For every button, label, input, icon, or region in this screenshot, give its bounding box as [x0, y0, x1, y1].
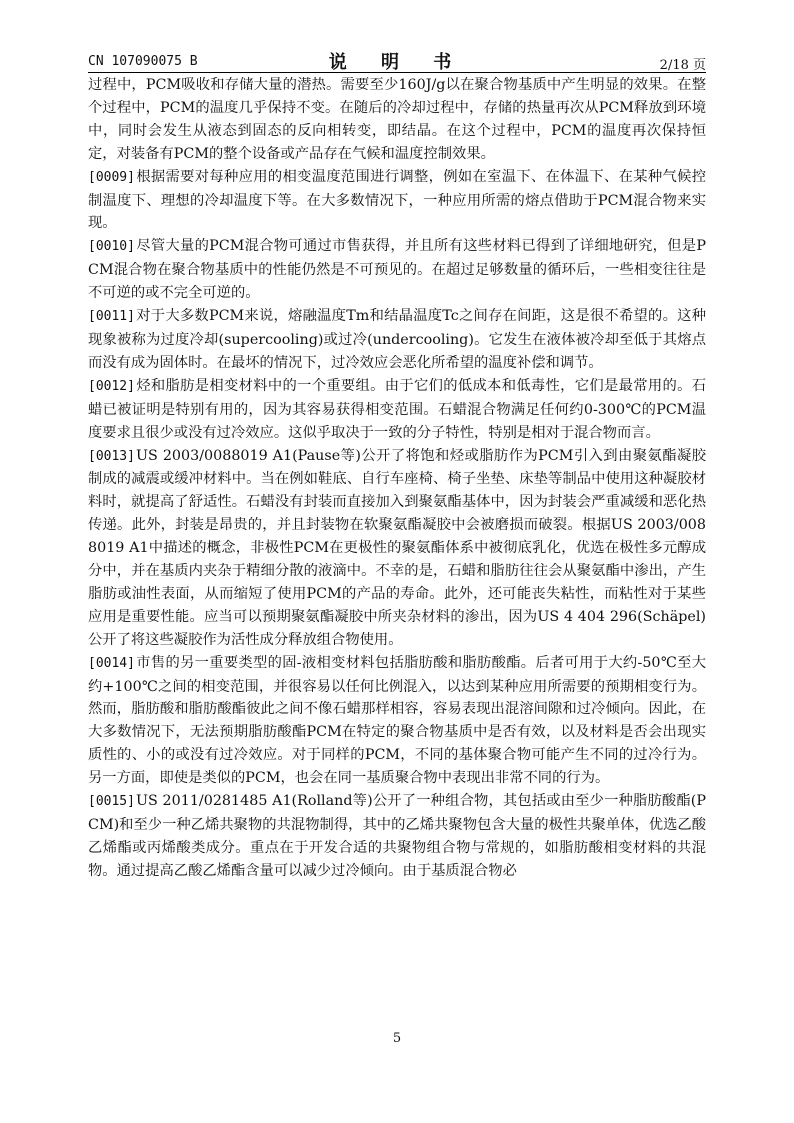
paragraph-text: 烃和脂肪是相变材料中的一个重要组。由于它们的低成本和低毒性，它们是最常用的。石蜡已被证明是特别有用的，因为其容易获得相变范围。石蜡混合物满足任何约0-300℃的PCM温度要求且很少或没有过冷效应。这似乎取决于一致的分子特性，特别是相对于混合物而言。: [88, 377, 706, 441]
paragraph: [88, 790, 706, 883]
paragraph-number: [0013]: [88, 448, 135, 464]
paragraph-text: 根据需要对每种应用的相变温度范围进行调整，例如在室温下、在体温下、在某种气候控制温度下、理想的冷却温度下等。在大多数情况下，一种应用所需的熔点借助于PCM混合物来实现。: [88, 168, 706, 232]
paragraph: [88, 235, 706, 305]
page-number: 5: [392, 1031, 402, 1046]
paragraph: [88, 305, 706, 375]
paragraph: [88, 445, 706, 652]
paragraph-text: 市售的另一重要类型的固-液相变材料包括脂肪酸和脂肪酸酯。后者可用于大约-50℃至大约+100℃之间的相变范围，并很容易以任何比例混入，以达到某种应用所需要的预期相变行为。然而，脂肪酸和脂肪酸酯彼此之间不像石蜡那样相容，容易表现出混溶间隙和过冷倾向。因此，在大多数情况下，无法预期脂肪酸酯PCM在特定的聚合物基质中是否有效，以及材料是否会出现实质性的、小的或没有过冷效应。对于同样的PCM，不同的基体聚合物可能产生不同的过冷行为。另一方面，即使是类似的PCM，也会在同一基质聚合物中表现出非常不同的行为。: [88, 654, 706, 787]
paragraph-number: [0009]: [88, 169, 135, 185]
paragraph-number: [0012]: [88, 378, 135, 394]
paragraph: [88, 652, 706, 790]
header-divider: [88, 72, 706, 73]
paragraph-text: 过程中，PCM吸收和存储大量的潜热。需要至少160J/g以在聚合物基质中产生明显的效果。在整个过程中，PCM的温度几乎保持不变。在随后的冷却过程中，存储的热量再次从PCM释放到环境中，同时会发生从液态到固态的反向相转变，即结晶。在这个过程中，PCM的温度再次保持恒定，对装备有PCM的整个设备或产品存在气候和温度控制效果。: [88, 77, 706, 162]
paragraph-text: 尽管大量的PCM混合物可通过市售获得，并且所有这些材料已得到了详细地研究，但是PCM混合物在聚合物基质中的性能仍然是不可预见的。在超过足够数量的循环后，一些相变往往是不可逆的或不完全可逆的。: [88, 238, 706, 302]
paragraph-number: [0010]: [88, 239, 135, 255]
paragraph-text: US 2011/0281485 A1(Rolland等)公开了一种组合物，其包括或由至少一种脂肪酸酯(PCM)和至少一种乙烯共聚物的共混物制得，其中的乙烯共聚物包含大量的极性共聚单体，优选乙酸乙烯酯或丙烯酸类成分。重点在于开发合适的共聚物组合物与常规的，如脂肪酸相变材料的共混物。通过提高乙酸乙烯酯含量可以减少过冷倾向。由于基质混合物必: [88, 793, 706, 879]
paragraph: [88, 74, 706, 166]
page-info: 2/18 页: [659, 58, 706, 73]
paragraph-text: 对于大多数PCM来说，熔融温度Tm和结晶温度Tc之间存在间距，这是很不希望的。这种现象被称为过度冷却(supercooling)或过冷(undercooling)。它发生在液体被冷却至低于其熔点而没有成为固体时。在最坏的情况下，过冷效应会恶化所希望的温度补偿和调节。: [88, 308, 706, 371]
paragraph: [88, 375, 706, 445]
paragraph-number: [0015]: [88, 794, 135, 810]
publication-number: CN 107090075 B: [88, 54, 198, 69]
document-title: 说 明 书: [328, 52, 466, 73]
document-body: [88, 74, 706, 883]
paragraph-number: [0011]: [88, 309, 135, 325]
paragraph-number: [0014]: [88, 655, 135, 671]
page-header: [88, 48, 706, 72]
paragraph: [88, 166, 706, 236]
paragraph-text: US 2003/0088019 A1(Pause等)公开了将饱和烃或脂肪作为PCM引入到由聚氨酯凝胶制成的减震或缓冲材料中。当在例如鞋底、自行车座椅、椅子坐垫、床垫等制品中使用这种凝胶材料时，就提高了舒适性。石蜡没有封装而直接加入到聚氨酯基体中，因为封装会严重减缓和恶化热传递。此外，封装是昂贵的，并且封装物在软聚氨酯凝胶中会被磨损而破裂。根据US 2003/0088019 A1中描述的概念，非极性PCM在更极性的聚氨酯体系中被彻底乳化，优选在极性多元醇成分中，并在基质内夹杂于精细分散的液滴中。不幸的是，石蜡和脂肪往往会从聚氨酯中渗出，产生脂肪或油性表面，从而缩短了使用PCM的产品的寿命。此外，还可能丧失粘性，而粘性对于某些应用是重要性能。应当可以预期聚氨酯凝胶中所夹杂材料的渗出，因为US 4 404 296(Schäpel)公开了将这些凝胶作为活性成分释放组合物使用。: [88, 447, 706, 648]
